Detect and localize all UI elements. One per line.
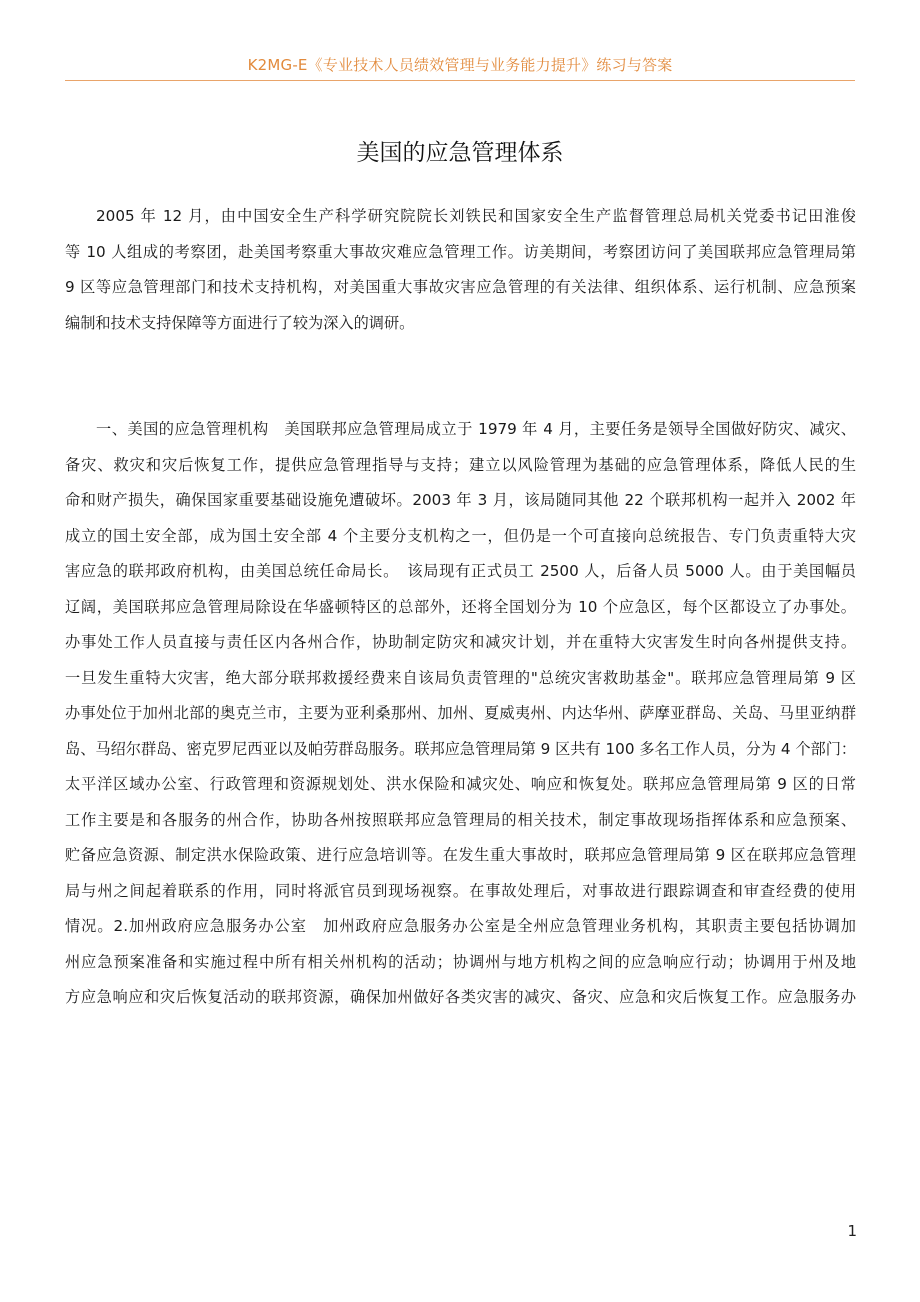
paragraph-line: 成立的国土安全部，成为国土安全部 4 个主要分支机构之一，但仍是一个可直接向总统报告、专门负责重特大灾 bbox=[65, 526, 856, 545]
header-divider bbox=[65, 80, 855, 81]
paragraph-line: 太平洋区域办公室、行政管理和资源规划处、洪水保险和减灾处、响应和恢复处。联邦应急管理局第 9 区的日常 bbox=[65, 775, 856, 793]
intro-paragraph bbox=[65, 199, 856, 341]
section-one-paragraph bbox=[65, 412, 856, 1016]
paragraph-line: 命和财产损失，确保国家重要基础设施免遭破坏。2003 年 3 月，该局随同其他 22 个联邦机构一起并入 2002 年 bbox=[65, 491, 856, 509]
paragraph-line: 工作主要是和各服务的州合作，协助各州按照联邦应急管理局的相关技术，制定事故现场指挥体系和应急预案、 bbox=[65, 810, 856, 829]
paragraph-line: 一、美国的应急管理机构 美国联邦应急管理局成立于 1979 年 4 月，主要任务是领导全国做好防灾、减灾、 bbox=[96, 420, 856, 438]
paragraph-line: 辽阔，美国联邦应急管理局除设在华盛顿特区的总部外，还将全国划分为 10 个应急区，每个区都设立了办事处。 bbox=[65, 597, 856, 616]
paragraph-line: 局与州之间起着联系的作用，同时将派官员到现场视察。在事故处理后，对事故进行跟踪调查和审查经费的使用 bbox=[65, 881, 856, 900]
paragraph-line: 岛、马绍尔群岛、密克罗尼西亚以及帕劳群岛服务。联邦应急管理局第 9 区共有 100 多名工作人员，分为 4 个部门： bbox=[65, 739, 856, 758]
paragraph-line: 等 10 人组成的考察团，赴美国考察重大事故灾难应急管理工作。访美期间，考察团访问了美国联邦应急管理局第 bbox=[65, 242, 856, 261]
paragraph-line: 2005 年 12 月，由中国安全生产科学研究院院长刘铁民和国家安全生产监督管理总局机关党委书记田淮俊 bbox=[96, 207, 856, 225]
paragraph-line: 害应急的联邦政府机构，由美国总统任命局长。 该局现有正式员工 2500 人，后备人员 5000 人。由于美国幅员 bbox=[65, 562, 856, 580]
running-header: K2MG-E《专业技术人员绩效管理与业务能力提升》练习与答案 bbox=[247, 56, 673, 74]
document-title: 美国的应急管理体系 bbox=[356, 140, 564, 166]
paragraph-line: 备灾、救灾和灾后恢复工作，提供应急管理指导与支持；建立以风险管理为基础的应急管理体系，降低人民的生 bbox=[65, 455, 856, 474]
paragraph-line: 办事处工作人员直接与责任区内各州合作，协助制定防灾和减灾计划，并在重特大灾害发生时向各州提供支持。 bbox=[65, 633, 856, 651]
paragraph-line: 办事处位于加州北部的奥克兰市，主要为亚利桑那州、加州、夏威夷州、内达华州、萨摩亚群岛、关岛、马里亚纳群 bbox=[65, 704, 856, 722]
paragraph-line: 编制和技术支持保障等方面进行了较为深入的调研。 bbox=[65, 313, 415, 332]
paragraph-line: 9 区等应急管理部门和技术支持机构，对美国重大事故灾害应急管理的有关法律、组织体系、运行机制、应急预案 bbox=[65, 278, 856, 296]
page-number: 1 bbox=[847, 1222, 857, 1240]
paragraph-line: 一旦发生重特大灾害，绝大部分联邦救援经费来自该局负责管理的"总统灾害救助基金"。联邦应急管理局第 9 区 bbox=[65, 668, 856, 687]
paragraph-line: 贮备应急资源、制定洪水保险政策、进行应急培训等。在发生重大事故时，联邦应急管理局第 9 区在联邦应急管理 bbox=[65, 846, 856, 864]
paragraph-line: 州应急预案准备和实施过程中所有相关州机构的活动；协调州与地方机构之间的应急响应行动；协调用于州及地 bbox=[65, 952, 856, 971]
paragraph-line: 情况。2.加州政府应急服务办公室 加州政府应急服务办公室是全州应急管理业务机构，其职责主要包括协调加 bbox=[65, 917, 856, 935]
paragraph-line: 方应急响应和灾后恢复活动的联邦资源，确保加州做好各类灾害的减灾、备灾、应急和灾后恢复工作。应急服务办 bbox=[65, 988, 856, 1006]
